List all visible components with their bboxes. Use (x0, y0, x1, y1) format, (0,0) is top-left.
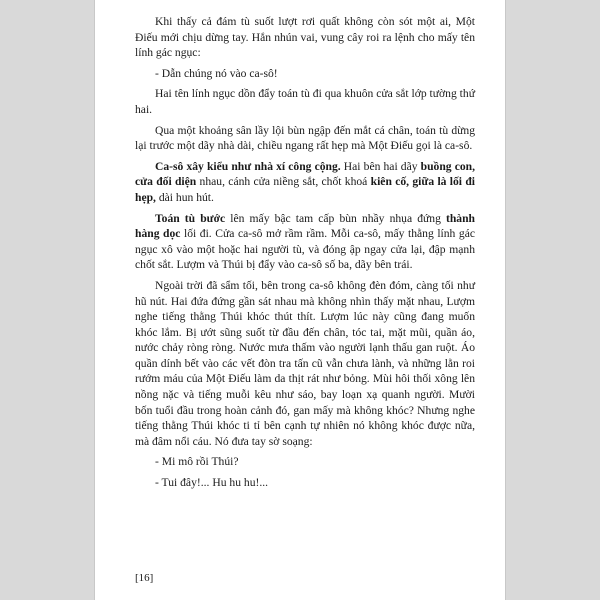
text-run: - Dẫn chúng nó vào ca-sô! (155, 66, 278, 80)
book-page (94, 0, 506, 600)
bold-text-run: Toán tù bước (155, 211, 226, 225)
paragraph (135, 278, 475, 450)
text-run: - Mi mô rồi Thúi? (155, 455, 239, 469)
page-body-text (135, 14, 475, 496)
bold-text-run: Ca-sô xây kiểu như nhà xí công cộng. (155, 159, 341, 173)
paragraph (135, 123, 475, 154)
paragraph (135, 211, 475, 273)
text-run: lên mấy bậc tam cấp bùn nhầy nhụa đứng (225, 211, 446, 225)
paragraph (135, 475, 475, 491)
bold-text-run: kiên cố, giữa là lối đi hẹp, (135, 175, 475, 204)
text-run: dài hun hút. (155, 190, 214, 204)
text-run: Ngoài trời đã sẩm tối, bên trong ca-sô không đèn đóm, càng tối như hũ nút. Hai đứa đứng gần sát nhau mà không nhìn thấy mặt nhau, Lượm nghe tiếng thằng Thúi khóc thút thít. Lượm lúc này cũng đang muốn khóc lắm. Bị ướt sũng suốt từ đầu đến chân, tóc tai, mặt mũi, quần áo, nước chảy ròng ròng. Nước mưa thấm vào người lạnh thấu gan ruột. Áo quần dính bết vào các vết đòn tra tấn cũ vẫn chưa lành, và những lằn roi rướm máu của Một Điếu làm da thịt rát như bỏng. Mùi hôi thối xông lên nồng nặc và tiếng muỗi kêu như sáo, bay loạn xạ quanh người. Mười bốn tuổi đầu trong hoàn cảnh đó, gan mấy mà không khóc? Nhưng nghe tiếng thằng Thúi khóc ti tỉ bên cạnh tự nhiên nó không khóc được nữa, mà đâm nổi cáu. Nó đưa tay sờ soạng: (135, 278, 475, 448)
bold-text-run: thành hàng dọc (135, 211, 475, 241)
paragraph (135, 14, 475, 61)
bold-text-run: buồng con, cửa đối diện (135, 159, 476, 189)
text-run: - Tui đây!... Hu hu hu!... (155, 476, 269, 490)
paragraph (135, 86, 475, 117)
text-run: Khi thấy cả đám tù suốt lượt rơi quất không còn sót một ai, Một Điếu mới chịu dừng tay. Hắn nhún vai, vung cây roi ra lệnh cho mấy tên lính gác ngục: (135, 15, 475, 60)
text-run: Qua một khoảng sân lầy lội bùn ngập đến mắt cá chân, toán tù dừng lại trước một dãy nhà dài, chiều ngang rất hẹp mà Một Điếu gọi là ca-sô. (135, 123, 475, 153)
text-run: Hai tên lính ngục dồn đẩy toán tù đi qua khuôn cửa sắt lớp tường thứ hai. (135, 87, 475, 116)
text-run: lối đi. Cửa ca-sô mở rầm rầm. Mỗi ca-sô, mấy thằng lính gác ngục xô vào một hoặc hai người tù, và đóng ập ngay cửa lại, đập mạnh chốt sắt. Lượm và Thúi bị đẩy vào ca-sô số ba, dãy bên trái. (135, 227, 475, 272)
paragraph (135, 159, 475, 206)
paragraph (135, 66, 475, 82)
paragraph (135, 454, 475, 470)
text-run: Hai bên hai dãy (340, 159, 421, 173)
text-run: nhau, cánh cửa niềng sắt, chốt khoá (196, 175, 371, 189)
page-number: [16] (135, 572, 154, 584)
